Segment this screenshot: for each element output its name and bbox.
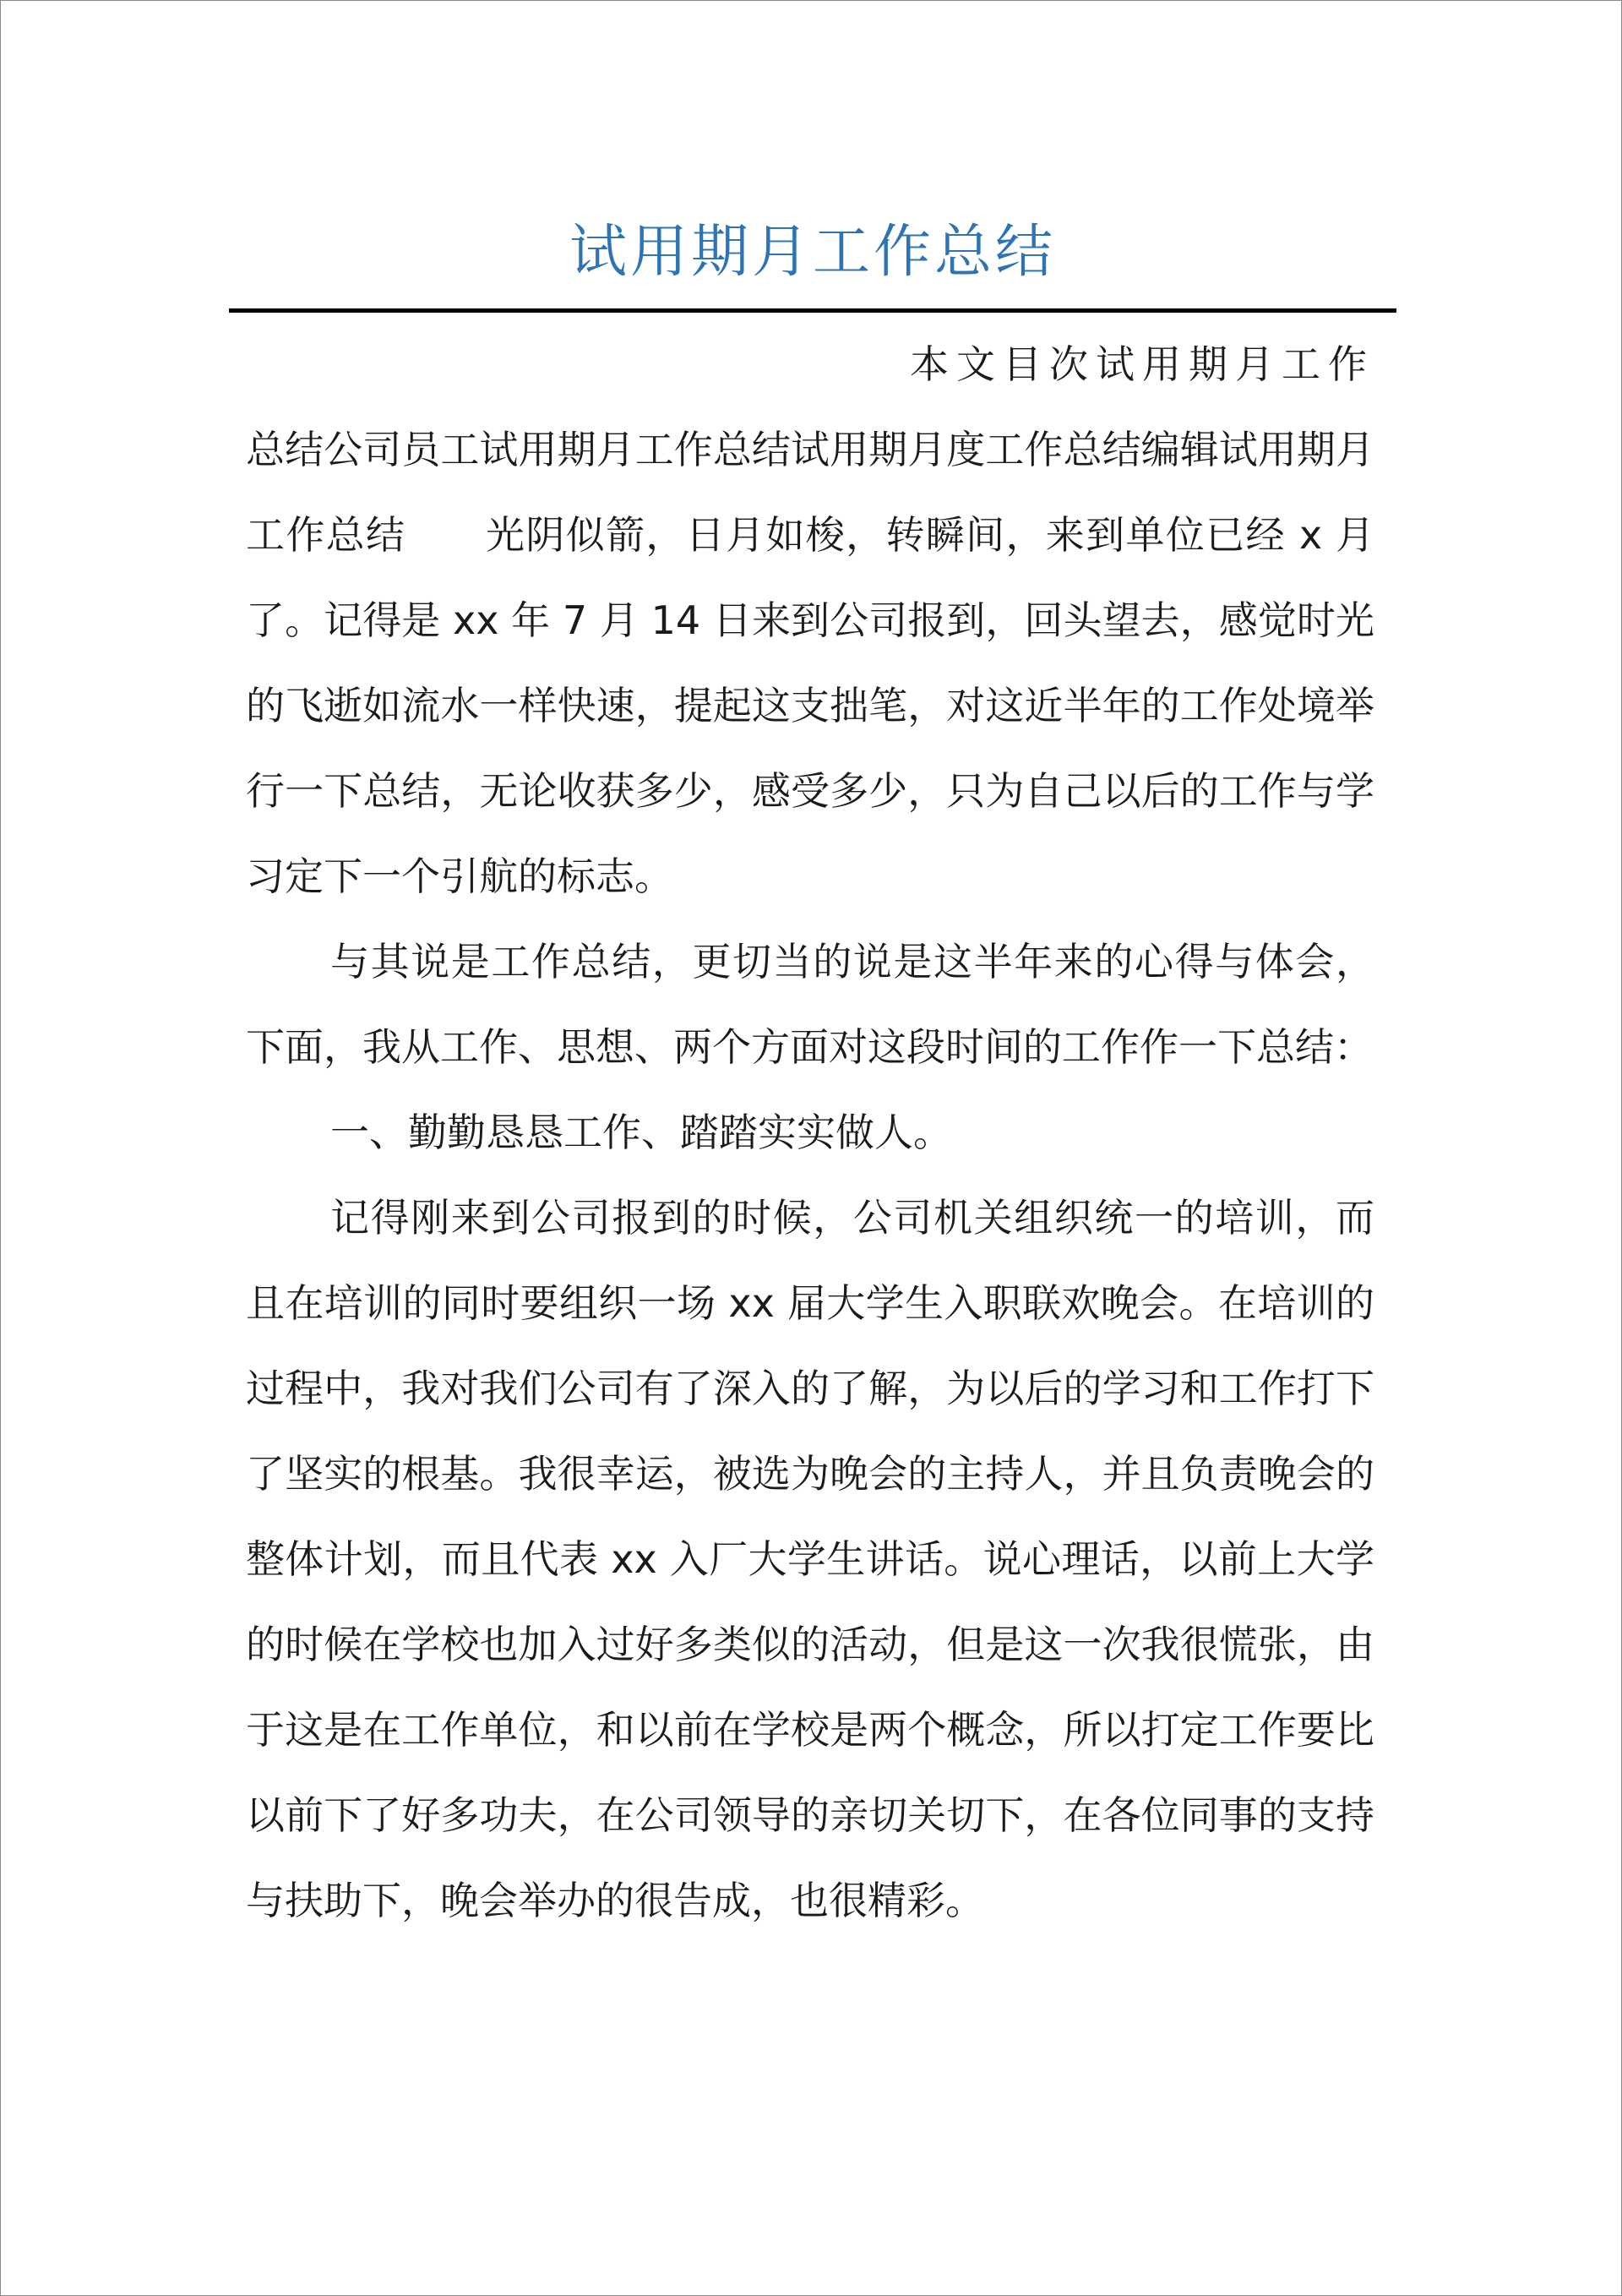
paragraph-training: 记得刚来到公司报到的时候，公司机关组织统一的培训，而且在培训的同时要组织一场 xx 届大学生入职联欢晚会。在培训的过程中，我对我们公司有了深入的了解，为以后的学习和工作打下了坚实的根基。我很幸运，被选为晚会的主持人，并且负责晚会的整体计划，而且代表 xx 入厂大学生讲话。说心理话，以前上大学的时候在学校也加入过好多类似的活动，但是这一次我很慌张，由于这是在工作单位，和以前在学校是两个概念，所以打定工作要比以前下了好多功夫，在公司领导的亲切关切下，在各位同事的支持与扶助下，晚会举办的很告成，也很精彩。 [246, 1195, 1374, 1923]
document-title: 试用期月工作总结 [569, 219, 1056, 286]
toc-line: 本文目次试用期月工作 [910, 341, 1374, 387]
paragraph-intro: 总结公司员工试用期月工作总结试用期月度工作总结编辑试用期月工作总结 光阴似箭，日月如梭，转瞬间，来到单位已经 x 月了。记得是 xx 年 7 月 14 日来到公司报到，回头望去，感觉时光的飞逝如流水一样快速，提起这支拙笔，对这近半年的工作处境举行一下总结，无论收获多少，感受多少，只为自己以后的工作与学习定下一个引航的标志。 [246, 427, 1374, 899]
document-body [246, 322, 1374, 1944]
title-divider [229, 308, 1396, 313]
section-heading-1: 一、勤勤恳恳工作、踏踏实实做人。 [330, 1110, 952, 1155]
paragraph-summary: 与其说是工作总结，更切当的说是这半年来的心得与体会，下面，我从工作、思想、两个方面对这段时间的工作作一下总结： [246, 939, 1374, 1070]
